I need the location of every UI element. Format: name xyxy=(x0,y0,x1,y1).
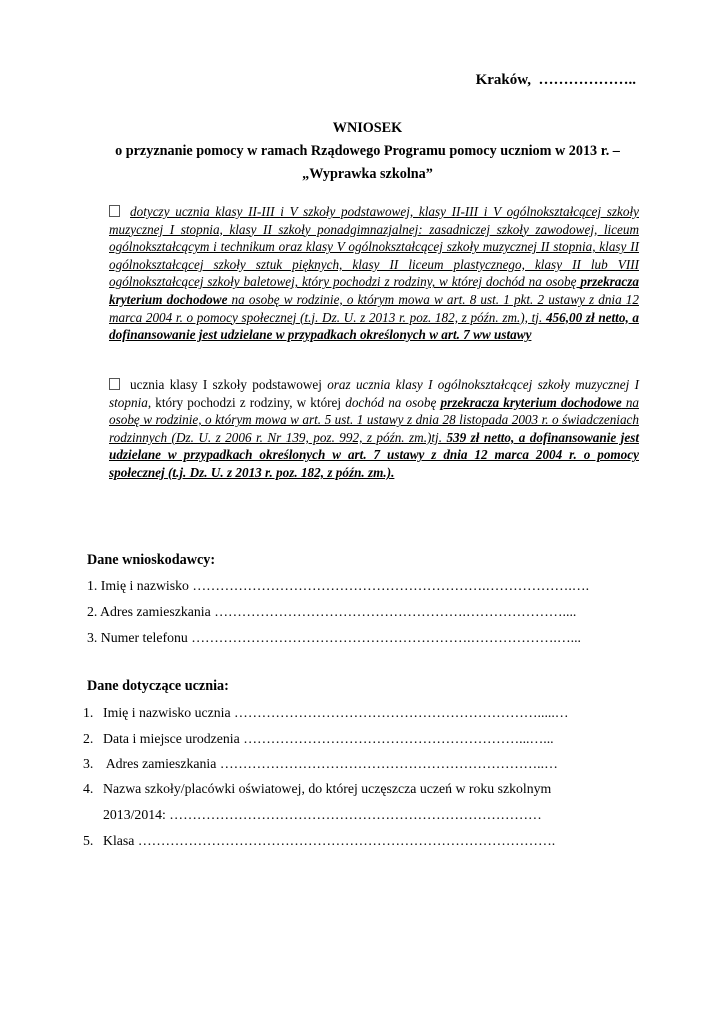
option-2-text-c: , który pochodzi z rodziny, w której xyxy=(147,394,346,410)
student-name-field[interactable] xyxy=(83,705,628,721)
field-number: 4. xyxy=(83,781,94,796)
option-1-checkbox[interactable] xyxy=(109,205,120,217)
applicant-address-field[interactable]: 2. Adres zamieszkania ……………………………………………….………………….... xyxy=(87,604,577,619)
option-1-text-c: na osobę w rodzinie, o którym mowa w art. 8 ust. 1 pkt. 2 ustawy z dnia 12 marca 2004 r. o pomocy społecznej (t.j. Dz. U. z 2013 r. poz. 182, z późn. zm.), tj. xyxy=(109,291,639,325)
option-2-text-g: 539 zł netto, a dofinansowanie jest udzielane w przypadkach określonych w art. 7 ustawy z dnia 12 marca 2004 r. o pomocy społecznej (t.j. Dz. U. z 2013 r. poz. 182, z późn. zm.). xyxy=(109,429,639,480)
student-class-field[interactable] xyxy=(83,833,628,849)
option-2-text-b: oraz ucznia klasy I ogólnokształcącej szkoły muzycznej I stopnia xyxy=(109,377,639,410)
applicant-phone-field[interactable]: 3. Numer telefonu …………………………………………………….……………….…... xyxy=(87,630,581,645)
program-name: „Wyprawka szkolna” xyxy=(302,166,433,182)
field-number: 1. xyxy=(83,705,94,720)
student-school-field[interactable] xyxy=(83,807,628,823)
student-heading: Dane dotyczące ucznia: xyxy=(87,678,229,694)
student-school-label xyxy=(83,781,628,797)
applicant-heading: Dane wnioskodawcy: xyxy=(87,552,216,568)
field-label: Nazwa szkoły/placówki oświatowej, do której uczęszcza uczeń w roku szkolnym xyxy=(103,781,552,796)
field-label: Adres zamieszkania ……………………………………………………………..… xyxy=(103,756,558,771)
student-address-field[interactable] xyxy=(83,756,628,772)
field-label: Imię i nazwisko ucznia ………………………………………………………….....… xyxy=(103,705,569,720)
option-1-paragraph xyxy=(109,203,639,344)
document-subtitle: o przyznanie pomocy w ramach Rządowego Programu pomocy uczniom w 2013 r. – xyxy=(115,143,620,159)
option-2-text-a: ucznia klasy I szkoły podstawowej xyxy=(130,377,328,392)
field-label: Data i miejsce urodzenia ……………………………………………………...…... xyxy=(103,731,554,746)
field-label: Klasa ………………………………………………………………………………. xyxy=(103,833,556,848)
field-number: 5. xyxy=(83,833,94,848)
option-2-checkbox[interactable] xyxy=(109,378,120,390)
place-date-line: Kraków, ……………….. xyxy=(475,72,636,88)
option-2-text-d: dochód na osobę xyxy=(345,394,441,410)
option-1-text-a: dotyczy ucznia klasy II-III i V szkoły podstawowej, klasy II-III i V ogólnokształcącej szkoły muzycznej I stopnia, klasy II szkoły ponadgimnazjalnej: zasadniczej szkoły zawodowej, liceum ogólnokształcącym i technikum oraz klasy V ogólnokształcącej szkoły muzycznej II stopnia, klasy II ogólnokształcącej szkoły sztuk pięknych, klasy II liceum plastycznego, klasy II lub VIII ogólnokształcącej szkoły baletowej, który pochodzi z rodziny, w której dochód na osobę xyxy=(109,204,639,290)
option-1-text-d: 456,00 zł netto, a dofinansowanie jest udzielane w przypadkach określonych w art. 7 ww ustawy xyxy=(109,309,639,343)
applicant-name-field[interactable]: 1. Imię i nazwisko ……………………………………………………….……………….…. xyxy=(87,578,590,593)
field-number: 2. xyxy=(83,731,94,746)
student-birth-field[interactable] xyxy=(83,731,628,747)
option-2-text-f: na osobę w rodzinie, o którym mowa w art. 5 ust. 1 ustawy z dnia 28 listopada 2003 r. o świadczeniach rodzinnych (Dz. U. z 2006 r. Nr 139, poz. 992, z późn. zm.)tj. xyxy=(109,394,640,445)
field-number: 3. xyxy=(83,756,94,771)
title-block xyxy=(80,117,655,186)
option-2-paragraph xyxy=(109,376,639,482)
document-title: WNIOSEK xyxy=(332,120,403,136)
field-label: 2013/2014: ……………………………………………………………………… xyxy=(103,807,542,822)
option-1-text-b: przekracza kryterium dochodowe xyxy=(109,274,639,307)
option-2-text-e: przekracza kryterium dochodowe xyxy=(440,394,622,410)
